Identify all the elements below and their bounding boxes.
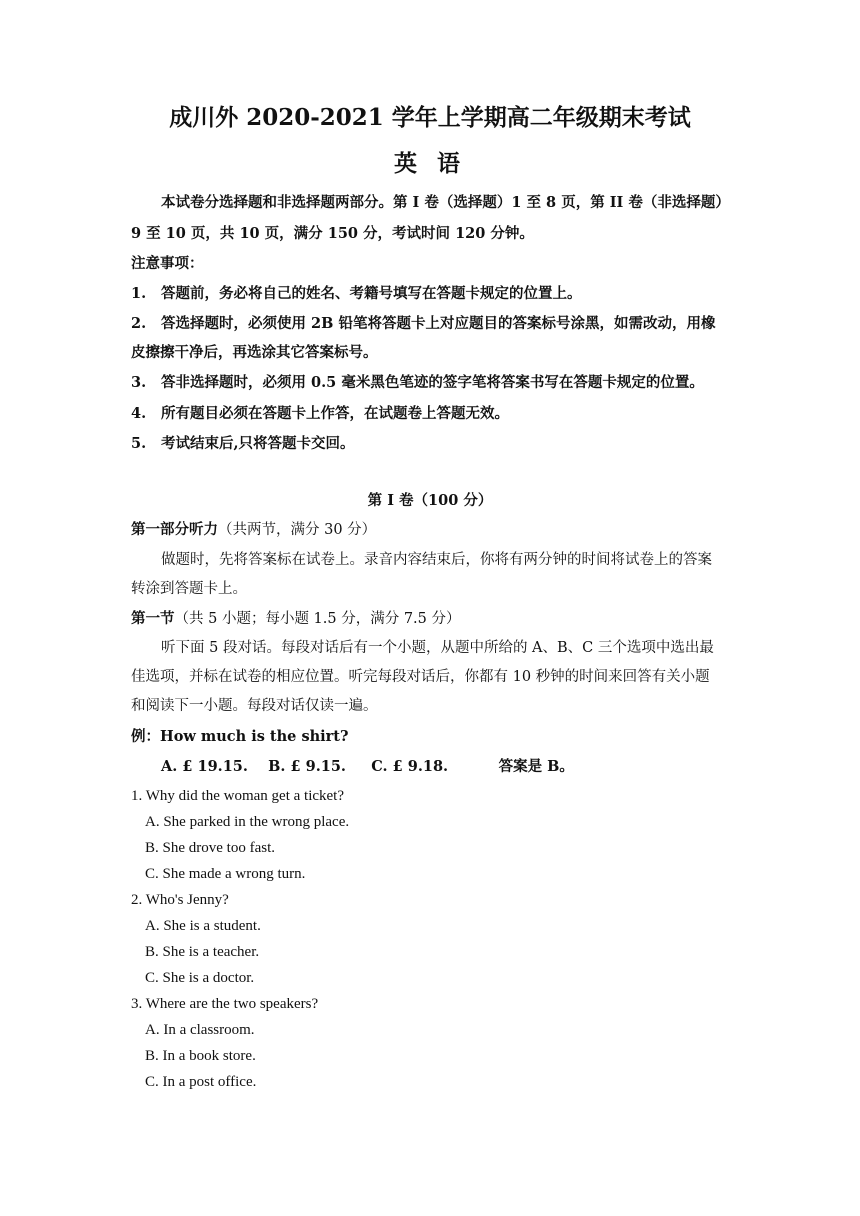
notice-item-text: 答选择题时，必须使用 2B 铅笔将答题卡上对应题目的答案标号涂黑，如需改动，用橡	[161, 315, 716, 332]
notice-item-text: 考试结束后,只将答题卡交回。	[161, 435, 355, 452]
notice-item-continued	[131, 343, 731, 363]
subsection1-description-1: 听下面 5 段对话。每段对话后有一个小题，从题中所给的 A、B、C 三个选项中选出最	[161, 640, 714, 656]
example-question: 例：How much is the shirt?	[131, 728, 349, 745]
subsection1-description-3: 和阅读下一小题。每段对话仅读一遍。	[131, 698, 378, 714]
question-2-option-a: A. She is a student.	[145, 918, 261, 934]
question-3-option-a: A. In a classroom.	[145, 1022, 255, 1038]
part1-heading	[131, 520, 731, 540]
notice-item	[131, 434, 731, 454]
question-1-option-b: B. She drove too fast.	[145, 840, 275, 856]
notice-item-number: 4.	[131, 405, 147, 422]
question-1: 1. Why did the woman get a ticket?	[131, 788, 344, 804]
question-2: 2. Who's Jenny?	[131, 892, 229, 908]
notice-item-text: 所有题目必须在答题卡上作答，在试题卷上答题无效。	[161, 405, 509, 422]
example-options: A. £ 19.15. B. £ 9.15. C. £ 9.18. 答案是 B。	[161, 758, 574, 775]
intro-line-2: 9 至 10 页，共 10 页，满分 150 分，考试时间 120 分钟。	[131, 225, 534, 242]
notice-item	[131, 284, 731, 304]
question-1-option-a: A. She parked in the wrong place.	[145, 814, 350, 830]
notice-item-text: 皮擦擦干净后，再选涂其它答案标号。	[131, 344, 378, 361]
subsection1-note: （共 5 小题；每小题 1.5 分，满分 7.5 分）	[174, 611, 461, 627]
subsection1-label: 第一节	[131, 610, 175, 627]
notice-item-number: 3.	[131, 374, 147, 391]
notice-item-number: 5.	[131, 435, 147, 452]
question-3: 3. Where are the two speakers?	[131, 996, 319, 1012]
notice-item	[131, 373, 731, 393]
question-1-option-c: C. She made a wrong turn.	[145, 866, 306, 882]
notice-item-number: 2.	[131, 315, 147, 332]
part1-note: （共两节，满分 30 分）	[218, 522, 377, 538]
question-2-option-c: C. She is a doctor.	[145, 970, 255, 986]
notice-item	[131, 404, 731, 424]
exam-title: 成川外 2020-2021 学年上学期高二年级期末考试	[169, 104, 691, 131]
notice-item-text: 答题前，务必将自己的姓名、考籍号填写在答题卡规定的位置上。	[161, 285, 582, 302]
part1-description-1: 做题时，先将答案标在试卷上。录音内容结束后，你将有两分钟的时间将试卷上的答案	[161, 552, 712, 568]
part1-description-2: 转涂到答题卡上。	[131, 581, 247, 597]
part1-label: 第一部分听力	[131, 521, 218, 538]
question-3-option-c: C. In a post office.	[145, 1074, 257, 1090]
subsection1-heading	[131, 609, 731, 629]
question-3-option-b: B. In a book store.	[145, 1048, 256, 1064]
exam-subject: 英 语	[393, 150, 466, 177]
subsection1-description-2: 佳选项，并标在试卷的相应位置。听完每段对话后，你都有 10 秒钟的时间来回答有关小题	[131, 669, 710, 685]
notice-item-text: 答非选择题时，必须用 0.5 毫米黑色笔迹的签字笔将答案书写在答题卡规定的位置。	[161, 374, 704, 391]
question-2-option-b: B. She is a teacher.	[145, 944, 260, 960]
intro-line-1: 本试卷分选择题和非选择题两部分。第 I 卷（选择题）1 至 8 页，第 II 卷（非选择题）	[161, 194, 730, 211]
notice-item	[131, 314, 731, 334]
section-heading: 第 I 卷（100 分）	[367, 492, 493, 509]
notice-item-number: 1.	[131, 285, 147, 302]
notice-heading: 注意事项：	[131, 255, 204, 272]
